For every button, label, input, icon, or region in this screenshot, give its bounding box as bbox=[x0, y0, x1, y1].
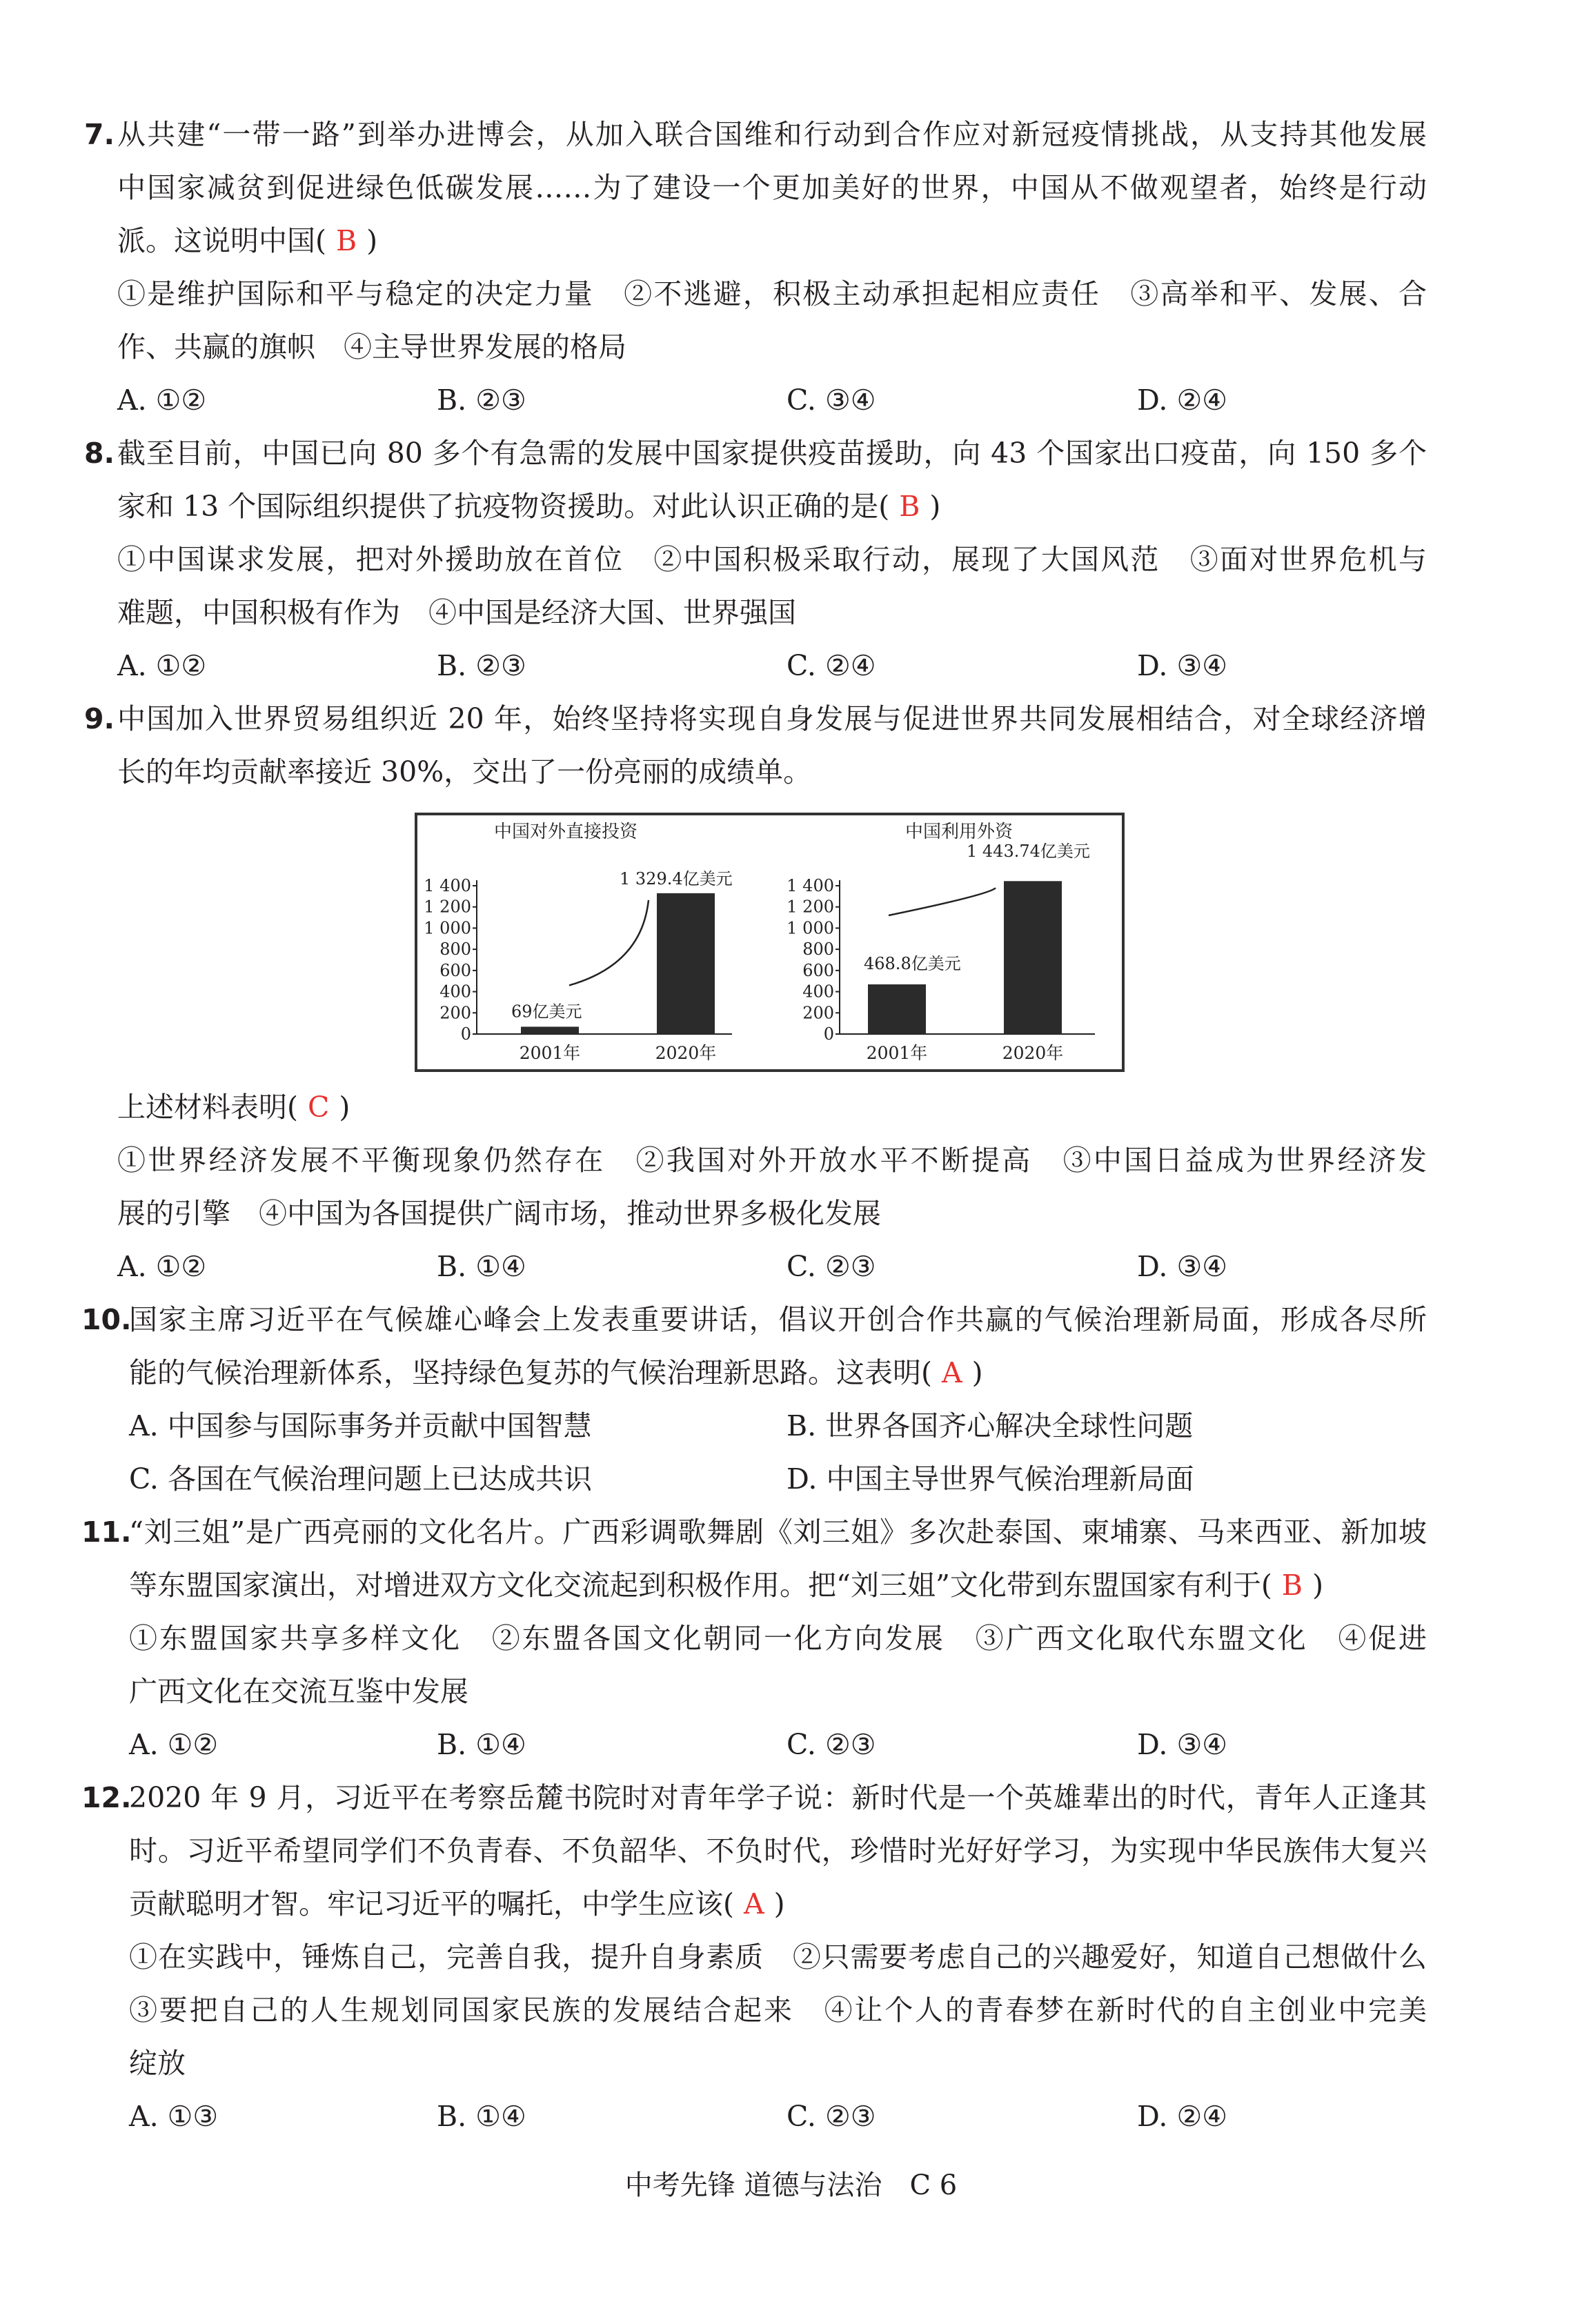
line-statement-options bbox=[0, 1931, 1582, 1984]
question-block bbox=[0, 1771, 1582, 2143]
line-statement-options bbox=[0, 1984, 1582, 2037]
line-statement-options bbox=[0, 1612, 1582, 1665]
choice-a: A. ①② bbox=[117, 384, 207, 417]
question-block bbox=[0, 1081, 1582, 1293]
question-stem: 中国家减贫到促进绿色低碳发展……为了建设一个更加美好的世界，中国从不做观望者，始终是行动 bbox=[117, 171, 1427, 204]
line-statement-options bbox=[0, 268, 1582, 321]
line-question-stem bbox=[0, 480, 1582, 533]
choice-a: A. ①② bbox=[129, 1728, 219, 1761]
choice-c: C. ②④ bbox=[787, 649, 876, 682]
line-question-stem bbox=[0, 1293, 1582, 1347]
line-statement-options bbox=[0, 586, 1582, 639]
statement-options: 绽放 bbox=[129, 2047, 186, 2080]
question-number: 12. bbox=[81, 1781, 132, 1814]
y-tick-label: 800 bbox=[439, 940, 471, 960]
line-question-stem bbox=[0, 427, 1582, 480]
choice-b: B. ①④ bbox=[437, 1250, 526, 1283]
choice-d: D. ③④ bbox=[1137, 1250, 1227, 1283]
choice-d: D. ③④ bbox=[1137, 649, 1227, 682]
line-question-stem bbox=[0, 693, 1582, 746]
statement-options: 广西文化在交流互鉴中发展 bbox=[129, 1675, 468, 1708]
line-statement-options bbox=[0, 533, 1582, 586]
question-stem: 时。习近平希望同学们不负青春、不负韶华、不负时代，珍惜时光好好学习，为实现中华民族伟大复兴 bbox=[129, 1834, 1427, 1867]
y-tick-label: 1 400 bbox=[787, 876, 834, 895]
choice-b: B. ②③ bbox=[437, 649, 526, 682]
question-stem: 上述材料表明( C ) bbox=[117, 1091, 350, 1124]
question-number: 11. bbox=[81, 1516, 132, 1549]
question-block bbox=[0, 108, 1582, 427]
question-block bbox=[0, 427, 1582, 693]
data-label: 468.8亿美元 bbox=[864, 954, 961, 974]
y-tick-label: 0 bbox=[460, 1024, 471, 1044]
question-stem: 中国加入世界贸易组织近 20 年，始终坚持将实现自身发展与促进世界共同发展相结合，对全球经济增 bbox=[117, 702, 1427, 735]
y-tick-label: 0 bbox=[823, 1024, 834, 1044]
y-tick-label: 600 bbox=[802, 960, 834, 980]
data-label: 69亿美元 bbox=[511, 1002, 582, 1022]
answer-letter: B bbox=[1281, 1569, 1303, 1602]
statement-options: ①是维护国际和平与稳定的决定力量 ②不逃避，积极主动承担起相应责任 ③高举和平、发展、合 bbox=[117, 277, 1427, 310]
chart-title: 中国对外直接投资 bbox=[493, 822, 638, 842]
x-tick-label: 2020年 bbox=[655, 1043, 717, 1063]
y-tick-label: 400 bbox=[439, 982, 471, 1002]
question-stem: 家和 13 个国际组织提供了抗疫物资援助。对此认识正确的是( B ) bbox=[117, 490, 941, 523]
questions-9-12 bbox=[0, 1081, 1582, 2143]
choice-d: D. ②④ bbox=[1137, 2100, 1227, 2133]
choice-a: A. ①② bbox=[117, 649, 207, 682]
answer-letter: A bbox=[942, 1356, 962, 1389]
data-label: 1 443.74亿美元 bbox=[967, 842, 1090, 861]
statement-options: 展的引擎 ④中国为各国提供广阔市场，推动世界多极化发展 bbox=[117, 1197, 881, 1230]
question-number: 10. bbox=[81, 1303, 132, 1336]
bar-2001年 bbox=[521, 1026, 579, 1034]
questions-7-9 bbox=[0, 108, 1582, 799]
choice-b: B. ②③ bbox=[437, 384, 526, 417]
choice-c: C. ②③ bbox=[787, 1250, 876, 1283]
line-question-stem bbox=[0, 1771, 1582, 1825]
line-question-stem bbox=[0, 215, 1582, 268]
statement-options: ③要把自己的人生规划同国家民族的发展结合起来 ④让个人的青春梦在新时代的自主创业中完美 bbox=[129, 1994, 1427, 2027]
line-question-stem bbox=[0, 1559, 1582, 1612]
chart-title: 中国利用外资 bbox=[904, 822, 1014, 842]
page-footer: 中考先锋 道德与法治 C 6 bbox=[624, 2169, 958, 2201]
choice-b: B. ①④ bbox=[437, 2100, 526, 2133]
line-question-stem bbox=[0, 1081, 1582, 1134]
x-tick-label: 2020年 bbox=[1002, 1043, 1064, 1063]
question-number: 7. bbox=[84, 118, 115, 151]
statement-options: 作、共赢的旗帜 ④主导世界发展的格局 bbox=[117, 330, 626, 364]
line-question-stem bbox=[0, 1506, 1582, 1559]
y-tick-label: 200 bbox=[439, 1003, 471, 1023]
choice-c: C. ②③ bbox=[787, 2100, 876, 2133]
x-tick-label: 2001年 bbox=[866, 1043, 928, 1063]
line-statement-options bbox=[0, 1187, 1582, 1240]
y-tick-label: 800 bbox=[802, 940, 834, 960]
choice-d: D. ③④ bbox=[1137, 1728, 1227, 1761]
y-tick-label: 1 200 bbox=[787, 897, 834, 917]
statement-options: ①世界经济发展不平衡现象仍然存在 ②我国对外开放水平不断提高 ③中国日益成为世界经济发 bbox=[117, 1144, 1427, 1177]
question-stem: 等东盟国家演出，对增进双方文化交流起到积极作用。把“刘三姐”文化带到东盟国家有利于( B ) bbox=[129, 1569, 1324, 1602]
data-label: 1 329.4亿美元 bbox=[620, 869, 733, 888]
y-tick-label: 400 bbox=[802, 982, 834, 1002]
question-block bbox=[0, 1506, 1582, 1771]
question-stem: 能的气候治理新体系，坚持绿色复苏的气候治理新思路。这表明( A ) bbox=[129, 1356, 983, 1389]
question-stem: 派。这说明中国( B ) bbox=[117, 224, 378, 257]
answer-choices bbox=[0, 374, 1582, 427]
line-question-stem bbox=[0, 161, 1582, 215]
x-tick-label: 2001年 bbox=[519, 1043, 581, 1063]
choice-d: D. 中国主导世界气候治理新局面 bbox=[787, 1462, 1194, 1496]
statement-options: ①在实践中，锤炼自己，完善自我，提升自身素质 ②只需要考虑自己的兴趣爱好，知道自己想做什么 bbox=[129, 1940, 1427, 1974]
line-question-stem bbox=[0, 746, 1582, 799]
answer-letter: A bbox=[744, 1887, 764, 1920]
growth-curve bbox=[569, 900, 649, 986]
question-block bbox=[0, 693, 1582, 799]
question-block bbox=[0, 1293, 1582, 1506]
choice-a: A. ①③ bbox=[129, 2100, 219, 2133]
line-statement-options bbox=[0, 1665, 1582, 1718]
answer-choices bbox=[0, 639, 1582, 693]
line-question-stem bbox=[0, 1878, 1582, 1931]
answer-choices bbox=[0, 1718, 1582, 1771]
y-tick-label: 1 200 bbox=[424, 897, 471, 917]
line-statement-options bbox=[0, 1134, 1582, 1187]
line-question-stem bbox=[0, 1347, 1582, 1400]
question-stem: “刘三姐”是广西亮丽的文化名片。广西彩调歌舞剧《刘三姐》多次赴泰国、柬埔寨、马来西亚、新加坡 bbox=[129, 1516, 1427, 1549]
line-question-stem bbox=[0, 108, 1582, 161]
answer-letter: B bbox=[899, 490, 920, 523]
answer-letter: C bbox=[308, 1091, 330, 1124]
question-stem: 长的年均贡献率接近 30%，交出了一份亮丽的成绩单。 bbox=[117, 755, 812, 788]
chart-svg bbox=[417, 815, 1122, 1069]
y-tick-label: 1 000 bbox=[787, 918, 834, 938]
choice-c: C. 各国在气候治理问题上已达成共识 bbox=[129, 1462, 592, 1496]
answer-choices bbox=[0, 2090, 1582, 2143]
line-question-stem bbox=[0, 1825, 1582, 1878]
y-tick-label: 1 400 bbox=[424, 876, 471, 895]
bar-2020年 bbox=[657, 893, 715, 1034]
choice-b: B. 世界各国齐心解决全球性问题 bbox=[787, 1409, 1194, 1442]
choice-b: B. ①④ bbox=[437, 1728, 526, 1761]
statement-options: ①中国谋求发展，把对外援助放在首位 ②中国积极采取行动，展现了大国风范 ③面对世界危机与 bbox=[117, 543, 1427, 576]
choice-a: A. 中国参与国际事务并贡献中国智慧 bbox=[129, 1409, 592, 1442]
answer-choices bbox=[0, 1400, 1582, 1453]
question-stem: 贡献聪明才智。牢记习近平的嘱托，中学生应该( A ) bbox=[129, 1887, 785, 1920]
choice-c: C. ②③ bbox=[787, 1728, 876, 1761]
line-statement-options bbox=[0, 321, 1582, 374]
answer-choices bbox=[0, 1453, 1582, 1506]
question-stem: 国家主席习近平在气候雄心峰会上发表重要讲话，倡议开创合作共赢的气候治理新局面，形成各尽所 bbox=[129, 1303, 1427, 1336]
line-statement-options bbox=[0, 2037, 1582, 2090]
choice-d: D. ②④ bbox=[1137, 384, 1227, 417]
y-tick-label: 600 bbox=[439, 960, 471, 980]
question-number: 8. bbox=[84, 437, 115, 470]
choice-a: A. ①② bbox=[117, 1250, 207, 1283]
answer-letter: B bbox=[336, 224, 357, 257]
answer-choices bbox=[0, 1240, 1582, 1293]
bar-2001年 bbox=[868, 984, 926, 1034]
y-tick-label: 200 bbox=[802, 1003, 834, 1023]
choice-c: C. ③④ bbox=[787, 384, 876, 417]
growth-curve bbox=[889, 888, 996, 915]
statement-options: ①东盟国家共享多样文化 ②东盟各国文化朝同一化方向发展 ③广西文化取代东盟文化 ④促进 bbox=[129, 1622, 1427, 1655]
question-stem: 2020 年 9 月，习近平在考察岳麓书院时对青年学子说：新时代是一个英雄辈出的时代，青年人正逢其 bbox=[129, 1781, 1427, 1814]
y-tick-label: 1 000 bbox=[424, 918, 471, 938]
statement-options: 难题，中国积极有作为 ④中国是经济大国、世界强国 bbox=[117, 596, 796, 629]
question-stem: 截至目前，中国已向 80 多个有急需的发展中国家提供疫苗援助，向 43 个国家出口疫苗，向 150 多个 bbox=[117, 437, 1427, 470]
bar-2020年 bbox=[1004, 881, 1062, 1034]
question-number: 9. bbox=[84, 702, 115, 735]
investment-chart bbox=[415, 813, 1125, 1072]
question-stem: 从共建“一带一路”到举办进博会，从加入联合国维和行动到合作应对新冠疫情挑战，从支持其他发展 bbox=[117, 118, 1427, 151]
